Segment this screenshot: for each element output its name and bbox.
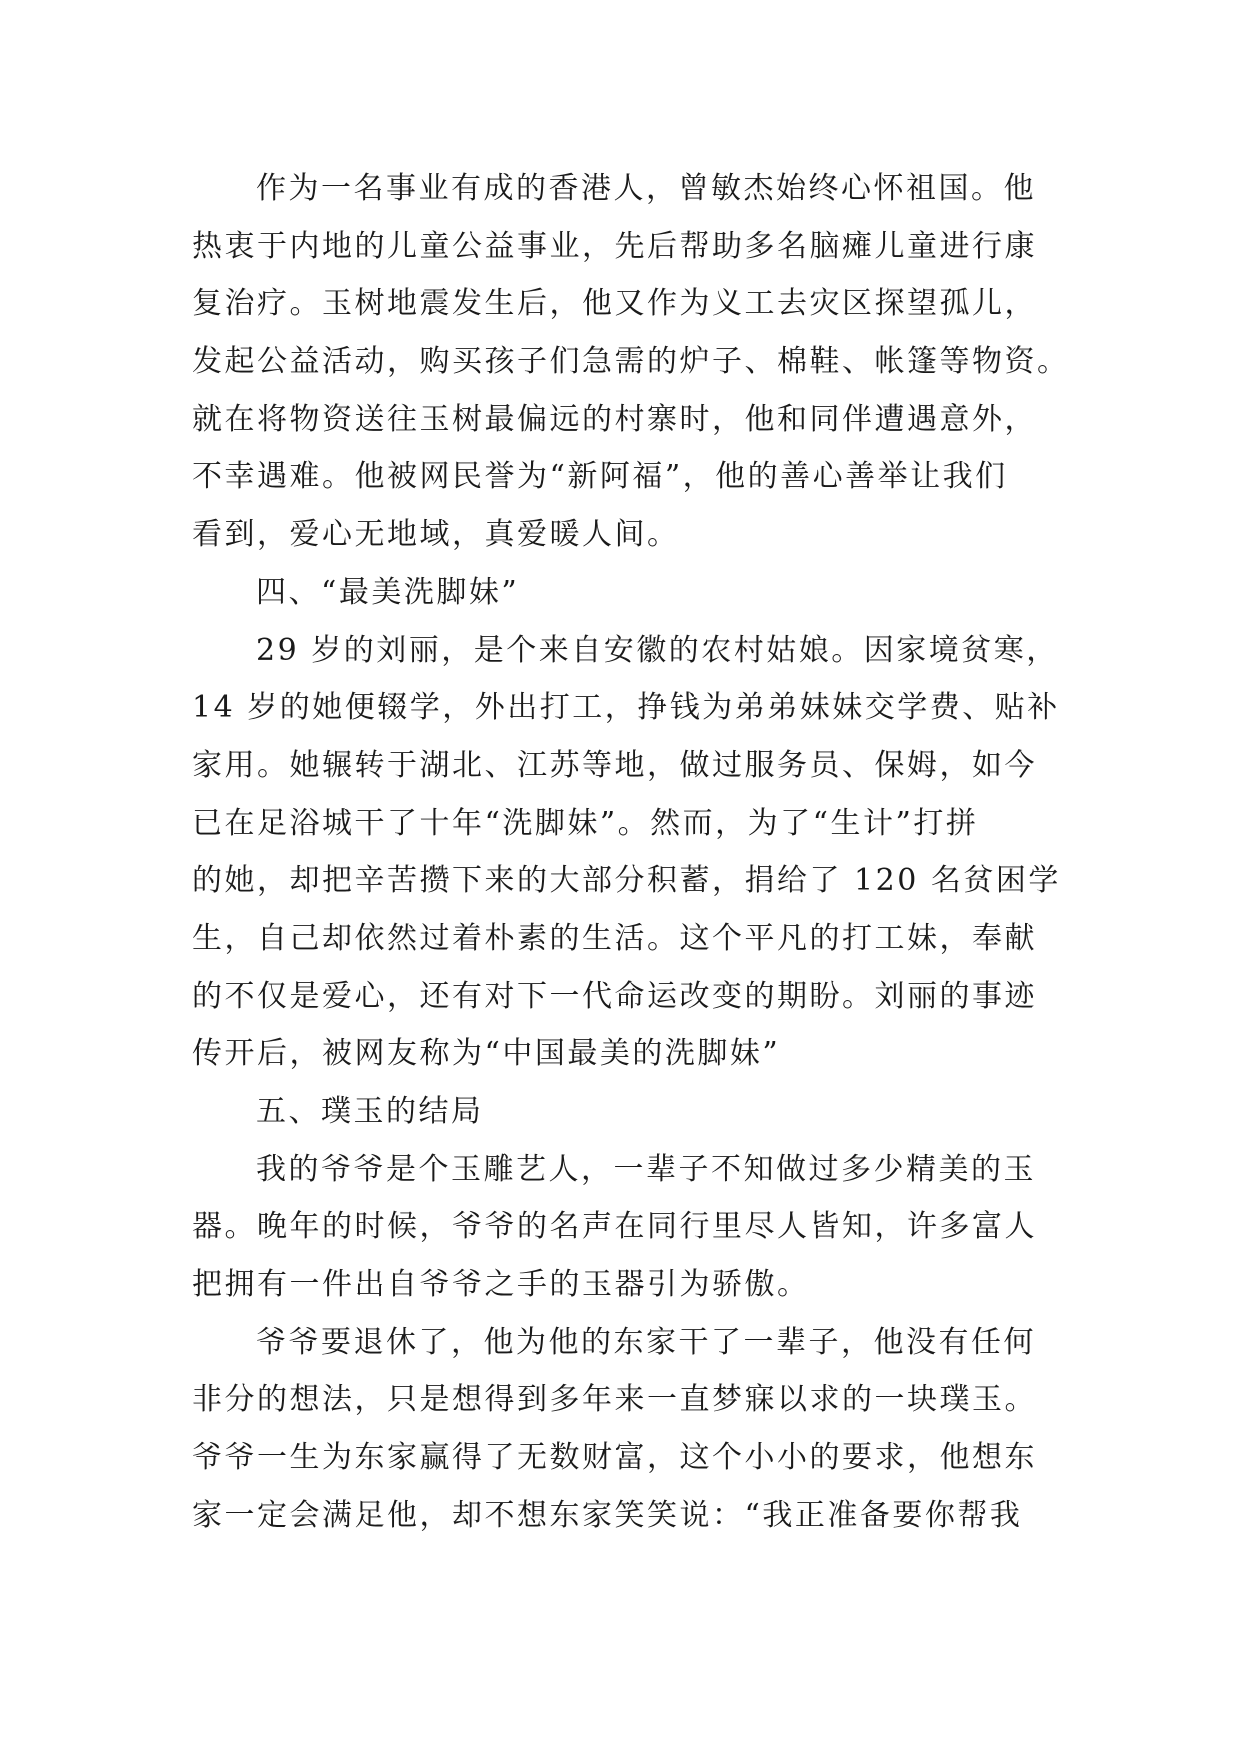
paragraph-line: 29 岁的刘丽，是个来自安徽的农村姑娘。因家境贫寒， xyxy=(256,632,1059,668)
section-heading: 四、“最美洗脚妹” xyxy=(256,574,520,610)
paragraph-line: 不幸遇难。他被网民誉为“新阿福”，他的善心善举让我们 xyxy=(192,459,1008,495)
body-text xyxy=(192,160,1070,1545)
paragraph-line: 家一定会满足他，却不想东家笑笑说：“我正准备要你帮我 xyxy=(192,1497,1023,1533)
paragraph-line: 就在将物资送往玉树最偏远的村寨时，他和同伴遭遇意外， xyxy=(192,401,1037,437)
paragraph-line: 非分的想法，只是想得到多年来一直梦寐以求的一块璞玉。 xyxy=(192,1382,1037,1418)
paragraph-line: 看到，爱心无地域，真爱暖人间。 xyxy=(192,517,680,553)
paragraph-line: 爷爷一生为东家赢得了无数财富，这个小小的要求，他想东 xyxy=(192,1440,1037,1476)
paragraph-line: 家用。她辗转于湖北、江苏等地，做过服务员、保姆，如今 xyxy=(192,747,1037,783)
paragraph-line: 器。晚年的时候，爷爷的名声在同行里尽人皆知，许多富人 xyxy=(192,1209,1037,1245)
paragraph-line: 的她，却把辛苦攒下来的大部分积蓄，捐给了 120 名贫困学 xyxy=(192,863,1061,899)
paragraph-line: 已在足浴城干了十年“洗脚妹”。然而，为了“生计”打拼 xyxy=(192,805,979,841)
paragraph-line: 爷爷要退休了，他为他的东家干了一辈子，他没有任何 xyxy=(256,1324,1036,1360)
paragraph-line: 复治疗。玉树地震发生后，他又作为义工去灾区探望孤儿， xyxy=(192,286,1037,322)
section-heading: 五、璞玉的结局 xyxy=(256,1094,484,1129)
paragraph-line: 我的爷爷是个玉雕艺人，一辈子不知做过多少精美的玉 xyxy=(256,1151,1036,1187)
paragraph-line: 作为一名事业有成的香港人，曾敏杰始终心怀祖国。他 xyxy=(256,171,1036,206)
paragraph-line: 14 岁的她便辍学，外出打工，挣钱为弟弟妹妹交学费、贴补 xyxy=(192,690,1060,726)
paragraph-line: 把拥有一件出自爷爷之手的玉器引为骄傲。 xyxy=(192,1267,810,1303)
paragraph-line: 的不仅是爱心，还有对下一代命运改变的期盼。刘丽的事迹 xyxy=(192,978,1037,1014)
paragraph-line: 生，自己却依然过着朴素的生活。这个平凡的打工妹，奉献 xyxy=(192,920,1037,956)
paragraph-line: 热衷于内地的儿童公益事业，先后帮助多名脑瘫儿童进行康 xyxy=(192,228,1037,264)
paragraph-line: 传开后，被网友称为“中国最美的洗脚妹” xyxy=(192,1036,781,1072)
paragraph-line: 发起公益活动，购买孩子们急需的炉子、棉鞋、帐篷等物资。 xyxy=(192,344,1070,380)
